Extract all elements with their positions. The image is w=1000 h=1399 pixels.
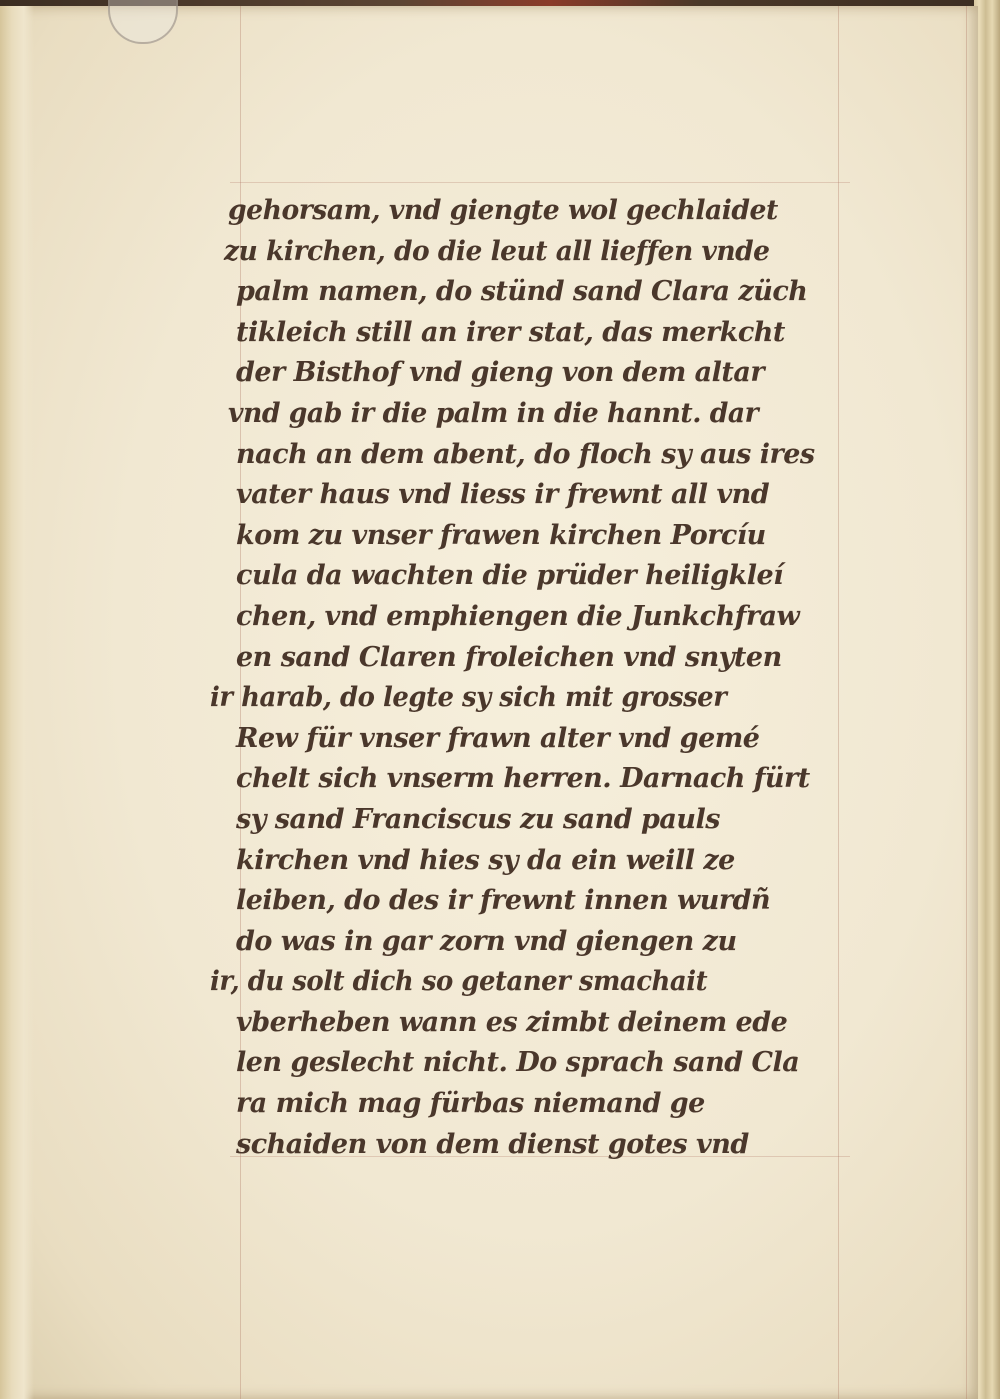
binding-gutter <box>0 6 34 1399</box>
manuscript-line: zu kirchen, do die leut all lieffen vnde <box>224 235 770 267</box>
manuscript-line: cula da wachten die prüder heiligkleí <box>236 560 783 592</box>
manuscript-line: vnd gab ir die palm in die hannt. dar <box>228 397 759 429</box>
manuscript-line: ra mich mag fürbas niemand ge <box>236 1088 705 1120</box>
manuscript-line: palm namen, do stünd sand Clara züch <box>236 276 808 308</box>
manuscript-line: sy sand Franciscus zu sand pauls <box>236 803 720 835</box>
manuscript-line: chen, vnd emphiengen die Junkchfraw <box>236 600 800 632</box>
manuscript-line: kirchen vnd hies sy da ein weill ze <box>236 844 735 876</box>
manuscript-line: leiben, do des ir frewnt innen wurdñ <box>236 885 771 917</box>
manuscript-line: ir harab, do legte sy sich mit grosser <box>210 682 727 714</box>
manuscript-line: ir, du solt dich so getaner smachait <box>210 966 708 998</box>
ruling-line-top <box>230 182 850 183</box>
manuscript-line: tikleich still an irer stat, das merkcht <box>236 316 785 348</box>
manuscript-line: len geslecht nicht. Do sprach sand Cla <box>236 1047 800 1079</box>
manuscript-line: en sand Claren froleichen vnd snyten <box>236 641 782 673</box>
manuscript-line: kom zu vnser frawen kirchen Porcíu <box>236 519 766 551</box>
ruling-line-outer <box>966 6 967 1399</box>
manuscript-line: gehorsam, vnd giengte wol gechlaidet <box>228 195 778 226</box>
manuscript-line: vater haus vnd liess ir frewnt all vnd <box>236 479 770 511</box>
manuscript-line: nach an dem abent, do floch sy aus ires <box>236 438 815 470</box>
manuscript-line: Rew für vnser frawn alter vnd gemé <box>236 722 760 754</box>
manuscript-page <box>0 6 978 1399</box>
manuscript-line: vberheben wann es zimbt deinem ede <box>236 1006 788 1038</box>
manuscript-line: schaiden von dem dienst gotes vnd <box>236 1128 749 1160</box>
manuscript-line: der Bisthof vnd gieng von dem altar <box>236 357 765 389</box>
manuscript-text-block <box>210 191 864 1165</box>
manuscript-line: do was in gar zorn vnd giengen zu <box>236 925 737 957</box>
manuscript-line: chelt sich vnserm herren. Darnach fürt <box>236 763 810 795</box>
page-clip <box>108 0 178 44</box>
